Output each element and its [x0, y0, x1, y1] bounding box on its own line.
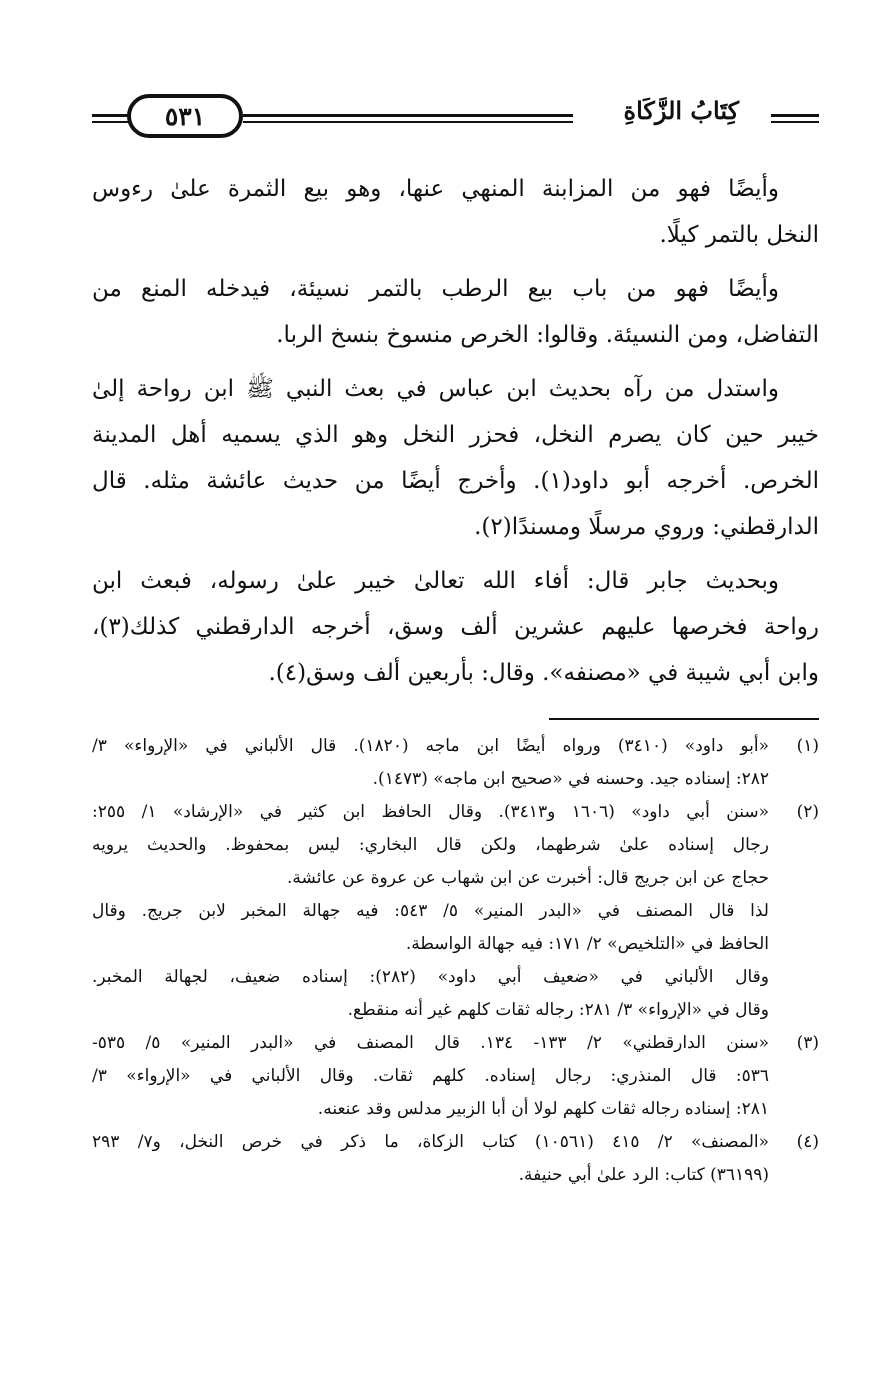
footnote-number: (٢) [796, 802, 819, 822]
paragraph [92, 366, 819, 550]
text-line: وأيضًا فهو من باب بيع الرطب بالتمر نسيئة، فيدخله المنع من [92, 276, 779, 302]
text-line: وأيضًا فهو من المزابنة المنهي عنها، وهو بيع الثمرة علىٰ رءوس [92, 176, 779, 202]
footnote [92, 1126, 819, 1192]
text-line: خيبر حين كان يصرم النخل، فحزر النخل وهو الذي يسميه أهل المدينة [92, 422, 819, 448]
footnote-number: (٤) [796, 1132, 819, 1152]
footnote-number: (٣) [796, 1033, 819, 1053]
footnotes [92, 730, 819, 1192]
footnote-line: حجاج عن ابن جريج قال: أخبرت عن ابن شهاب عن عروة عن عائشة. [287, 868, 769, 888]
footnote-line: لذا قال المصنف في «البدر المنير» ٥/ ٥٤٣: فيه جهالة المخبر لابن جريج. وقال [92, 901, 769, 921]
footnote-line: (٣٦١٩٩) كتاب: الرد علىٰ أبي حنيفة. [518, 1165, 769, 1185]
footnote [92, 1027, 819, 1126]
text-line: واستدل من رآه بحديث ابن عباس في بعث النبي ﷺ ابن رواحة إلىٰ [92, 376, 779, 402]
text-line: الخرص. أخرجه أبو داود(١). وأخرج أيضًا من حديث عائشة مثله. قال [92, 468, 819, 494]
footnote-line: رجال إسناده علىٰ شرطهما، ولكن قال البخاري: ليس بمحفوظ. والحديث يرويه [92, 835, 769, 855]
text-line: النخل بالتمر كيلًا. [659, 222, 819, 248]
page-number: ٥٣١ [127, 94, 243, 138]
footnote [92, 730, 819, 796]
footnote [92, 796, 819, 1027]
text-line: وبحديث جابر قال: أفاء الله تعالىٰ خيبر علىٰ رسوله، فبعث ابن [92, 568, 779, 594]
header-rule-right-top [771, 114, 819, 117]
header-rule-right-bottom [771, 121, 819, 123]
footnote-line: الحافظ في «التلخيص» ٢/ ١٧١: فيه جهالة الواسطة. [405, 934, 769, 954]
footnote-divider [549, 718, 819, 720]
footnote-line: «سنن أبي داود» (١٦٠٦ و٣٤١٣). وقال الحافظ ابن كثير في «الإرشاد» ١/ ٢٥٥: [92, 802, 769, 822]
footnote-line: ٢٨١: إسناده رجاله ثقات كلهم لولا أن أبا الزبير مدلس وقد عنعنه. [317, 1099, 769, 1119]
footnote-line: «سنن الدارقطني» ٢/ ١٣٣- ١٣٤. قال المصنف في «البدر المنير» ٥/ ٥٣٥- [92, 1033, 769, 1053]
book-title: كِتَابُ الزَّكَاةِ [623, 96, 739, 125]
main-text [92, 166, 819, 704]
footnote-line: «المصنف» ٢/ ٤١٥ (١٠٥٦١) كتاب الزكاة، ما ذكر في خرص النخل، و٧/ ٢٩٣ [92, 1132, 770, 1152]
paragraph [92, 266, 819, 358]
footnote-line: وقال الألباني في «ضعيف أبي داود» (٢٨٢): إسناده ضعيف، لجهالة المخبر. [92, 967, 769, 987]
header-rule-center-top [243, 114, 573, 117]
paragraph [92, 166, 819, 258]
footnote-number: (١) [796, 736, 819, 756]
header-rule-left-top [92, 114, 130, 117]
header-rule-center-bottom [243, 121, 573, 123]
text-line: وابن أبي شيبة في «مصنفه». وقال: بأربعين ألف وسق(٤). [268, 660, 819, 686]
footnote-line: ٢٨٢: إسناده جيد. وحسنه في «صحيح ابن ماجه» (١٤٧٣). [372, 769, 769, 789]
page-header [92, 92, 819, 148]
header-rule-left-bottom [92, 121, 130, 123]
text-line: الدارقطني: وروي مرسلًا ومسندًا(٢). [474, 514, 819, 540]
paragraph [92, 558, 819, 696]
footnote-line: وقال في «الإرواء» ٣/ ٢٨١: رجاله ثقات كلهم غير أنه منقطع. [347, 1000, 769, 1020]
text-line: رواحة فخرصها عليهم عشرين ألف وسق، أخرجه الدارقطني كذلك(٣)، [92, 614, 819, 640]
footnote-line: ٥٣٦: قال المنذري: رجال إسناده. كلهم ثقات. وقال الألباني في «الإرواء» ٣/ [92, 1066, 769, 1086]
footnote-line: «أبو داود» (٣٤١٠) ورواه أيضًا ابن ماجه (١٨٢٠). قال الألباني في «الإرواء» ٣/ [92, 736, 769, 756]
text-line: التفاضل، ومن النسيئة. وقالوا: الخرص منسوخ بنسخ الربا. [276, 322, 819, 348]
